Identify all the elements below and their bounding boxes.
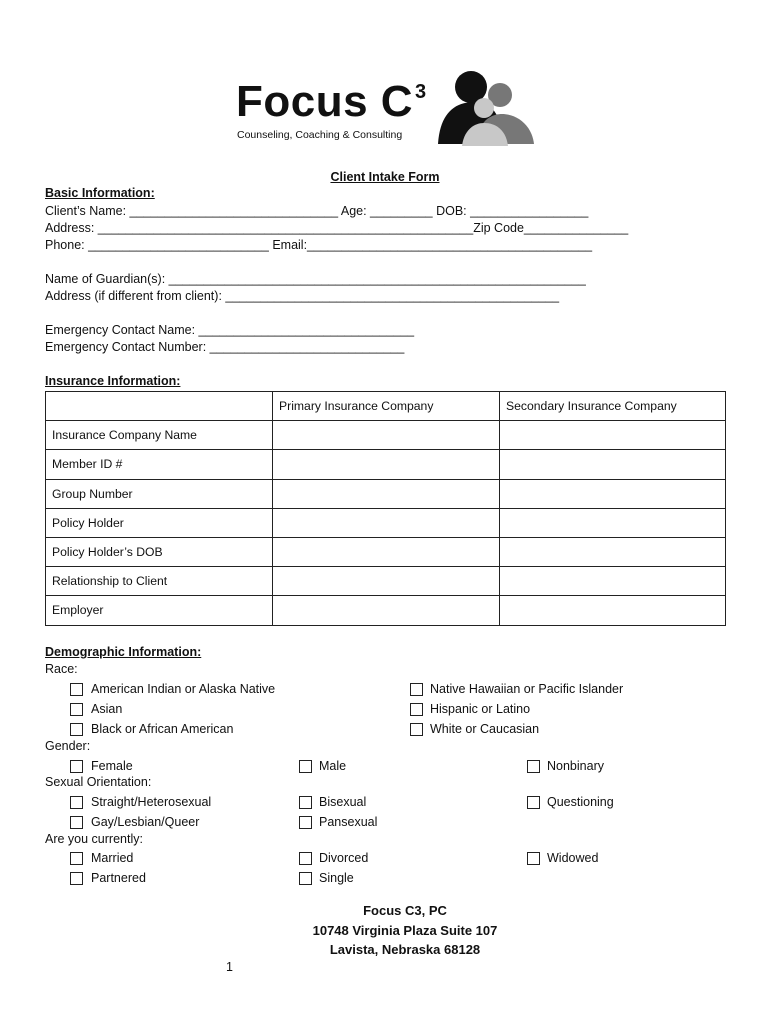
basic-info-heading: Basic Information:	[45, 186, 155, 200]
logo-wordmark: Focus C	[236, 77, 414, 126]
row-label: Relationship to Client	[46, 567, 273, 596]
logo-people-icon	[438, 68, 534, 146]
status-checkbox-partnered[interactable]	[70, 872, 83, 885]
race-checkbox-native-hawaiian[interactable]	[410, 683, 423, 696]
status-option-label: Partnered	[91, 871, 146, 885]
race-option-label: Native Hawaiian or Pacific Islander	[430, 682, 624, 696]
gender-option-label: Male	[319, 759, 347, 773]
orientation-label: Sexual Orientation:	[45, 775, 152, 789]
table-row	[46, 596, 726, 625]
secondary-cell[interactable]	[500, 537, 726, 566]
footer-address-line1: 10748 Virginia Plaza Suite 107	[312, 923, 498, 938]
primary-cell[interactable]	[273, 567, 500, 596]
race-option-label: Black or African American	[91, 722, 234, 736]
status-option-label: Single	[319, 871, 354, 885]
race-label: Race:	[45, 662, 78, 676]
table-row	[46, 537, 726, 566]
status-checkbox-widowed[interactable]	[527, 852, 540, 865]
footer-address-line2: Lavista, Nebraska 68128	[329, 942, 481, 957]
emergency-contact-name-line[interactable]: Emergency Contact Name: _______________________________	[45, 323, 415, 337]
row-label: Policy Holder’s DOB	[46, 537, 273, 566]
race-checkbox-black[interactable]	[70, 723, 83, 736]
insurance-info-heading: Insurance Information:	[45, 374, 181, 388]
demographic-info-heading: Demographic Information:	[45, 645, 202, 659]
row-label: Insurance Company Name	[46, 421, 273, 450]
race-checkbox-american-indian[interactable]	[70, 683, 83, 696]
primary-cell[interactable]	[273, 537, 500, 566]
orientation-checkbox-bisexual[interactable]	[299, 796, 312, 809]
form-title: Client Intake Form	[330, 170, 440, 184]
secondary-cell[interactable]	[500, 450, 726, 479]
race-option-label: American Indian or Alaska Native	[91, 682, 276, 696]
table-header-row	[46, 392, 726, 421]
primary-cell[interactable]	[273, 450, 500, 479]
client-name-age-dob-line[interactable]: Client’s Name: ______________________________ Age: _________ DOB: _________________	[45, 204, 589, 218]
orientation-option-label: Bisexual	[319, 795, 367, 809]
status-checkbox-single[interactable]	[299, 872, 312, 885]
table-header-cell: Primary Insurance Company	[273, 392, 500, 421]
gender-checkbox-male[interactable]	[299, 760, 312, 773]
row-label: Member ID #	[46, 450, 273, 479]
gender-checkbox-female[interactable]	[70, 760, 83, 773]
gender-label: Gender:	[45, 739, 91, 753]
address-zip-line[interactable]: Address: ______________________________________________________Zip Code_______________	[45, 221, 629, 235]
orientation-option-label: Straight/Heterosexual	[91, 795, 212, 809]
gender-option-label: Nonbinary	[547, 759, 604, 773]
secondary-cell[interactable]	[500, 596, 726, 625]
table-row	[46, 567, 726, 596]
orientation-option-label: Gay/Lesbian/Queer	[91, 815, 200, 829]
primary-cell[interactable]	[273, 508, 500, 537]
table-row	[46, 508, 726, 537]
orientation-checkbox-straight[interactable]	[70, 796, 83, 809]
race-checkbox-hispanic[interactable]	[410, 703, 423, 716]
emergency-contact-number-line[interactable]: Emergency Contact Number: ____________________________	[45, 340, 405, 354]
page-number: 1	[226, 960, 233, 974]
orientation-checkbox-questioning[interactable]	[527, 796, 540, 809]
guardian-address-line[interactable]: Address (if different from client): ________________________________________________	[45, 289, 560, 303]
row-label: Group Number	[46, 479, 273, 508]
logo-superscript: 3	[415, 81, 427, 103]
secondary-cell[interactable]	[500, 421, 726, 450]
race-checkbox-white[interactable]	[410, 723, 423, 736]
status-option-label: Widowed	[547, 851, 599, 865]
status-label: Are you currently:	[45, 832, 143, 846]
status-option-label: Married	[91, 851, 134, 865]
guardian-name-line[interactable]: Name of Guardian(s): ____________________________________________________________	[45, 272, 586, 286]
orientation-checkbox-gay-lesbian[interactable]	[70, 816, 83, 829]
insurance-table	[45, 391, 726, 626]
primary-cell[interactable]	[273, 479, 500, 508]
secondary-cell[interactable]	[500, 479, 726, 508]
orientation-option-label: Pansexual	[319, 815, 378, 829]
status-checkbox-married[interactable]	[70, 852, 83, 865]
status-option-label: Divorced	[319, 851, 369, 865]
table-header-cell	[46, 392, 273, 421]
table-row	[46, 479, 726, 508]
gender-option-label: Female	[91, 759, 133, 773]
phone-email-line[interactable]: Phone: __________________________ Email:_________________________________________	[45, 238, 593, 252]
secondary-cell[interactable]	[500, 508, 726, 537]
gender-checkbox-nonbinary[interactable]	[527, 760, 540, 773]
orientation-checkbox-pansexual[interactable]	[299, 816, 312, 829]
race-option-label: Hispanic or Latino	[430, 702, 531, 716]
table-row	[46, 450, 726, 479]
table-row	[46, 421, 726, 450]
row-label: Employer	[46, 596, 273, 625]
primary-cell[interactable]	[273, 596, 500, 625]
status-checkbox-divorced[interactable]	[299, 852, 312, 865]
table-header-cell: Secondary Insurance Company	[500, 392, 726, 421]
logo-tagline: Counseling, Coaching & Consulting	[237, 129, 403, 141]
secondary-cell[interactable]	[500, 567, 726, 596]
race-option-label: Asian	[91, 702, 123, 716]
race-option-label: White or Caucasian	[430, 722, 540, 736]
orientation-option-label: Questioning	[547, 795, 614, 809]
row-label: Policy Holder	[46, 508, 273, 537]
primary-cell[interactable]	[273, 421, 500, 450]
race-checkbox-asian[interactable]	[70, 703, 83, 716]
footer-company: Focus C3, PC	[363, 903, 447, 918]
